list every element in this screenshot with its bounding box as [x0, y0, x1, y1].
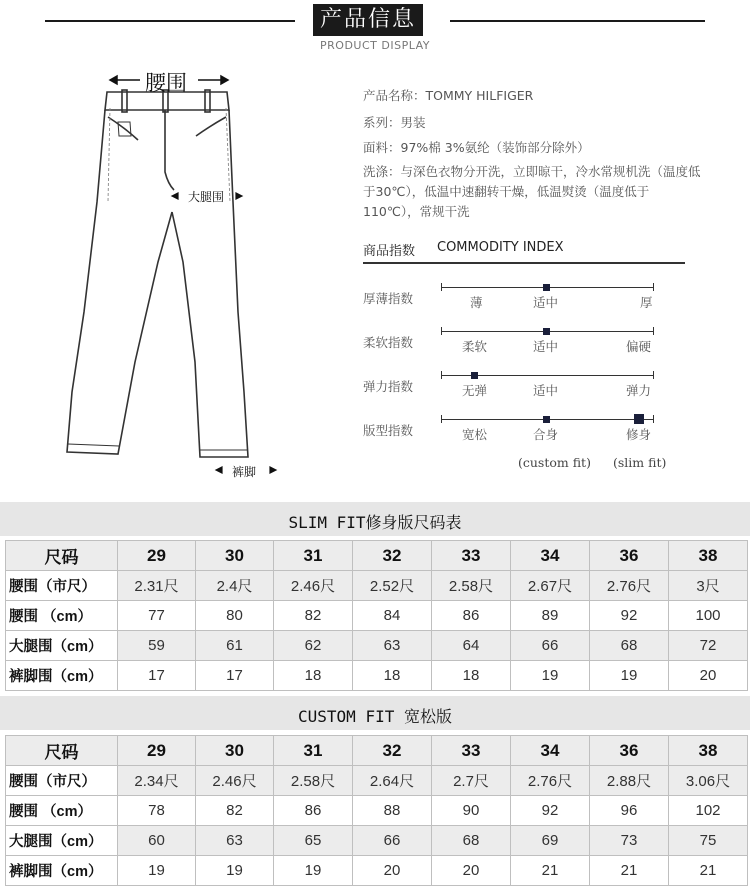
header-cell: 33	[432, 736, 511, 766]
thigh-label: 大腿围	[188, 190, 225, 204]
table-cell: 72	[669, 631, 748, 661]
waist-label: 腰围	[145, 71, 187, 95]
header-cell: 30	[196, 541, 274, 571]
softness-marker	[543, 328, 550, 335]
table-row	[6, 856, 748, 886]
page-title: 产品信息	[313, 4, 423, 36]
index-title-en: COMMODITY INDEX	[437, 240, 564, 255]
note-slim-fit: (slim fit)	[613, 455, 667, 470]
index-divider	[363, 262, 685, 264]
scale-tick	[653, 415, 654, 423]
table-cell: 20	[669, 661, 748, 691]
table-row	[6, 766, 748, 796]
softness-option-medium: 适中	[533, 339, 559, 354]
scale-tick	[441, 283, 442, 291]
header-cell: 34	[511, 736, 590, 766]
table-cell: 77	[118, 601, 196, 631]
elasticity-option-stretch: 弹力	[626, 383, 652, 398]
thickness-option-thick: 厚	[640, 295, 653, 310]
table-cell: 66	[353, 826, 432, 856]
scale-tick	[441, 371, 442, 379]
header-cell: 36	[590, 541, 669, 571]
header-cell: 34	[511, 541, 590, 571]
pants-diagram	[0, 62, 340, 492]
table-cell: 68	[432, 826, 511, 856]
wash-line-1: 洗涤：与深色衣物分开洗，立即晾干，冷水常规机洗（温度低	[363, 164, 701, 179]
table-row	[6, 826, 748, 856]
wash-line-3: 110℃），常规干洗	[363, 204, 470, 219]
header-cell: 29	[118, 736, 196, 766]
pants-drawing	[0, 62, 340, 492]
table-cell: 19	[118, 856, 196, 886]
elasticity-option-medium: 适中	[533, 383, 559, 398]
table-cell: 69	[511, 826, 590, 856]
scale-tick	[441, 415, 442, 423]
table-cell: 20	[353, 856, 432, 886]
table-cell: 2.67尺	[511, 571, 590, 601]
slim-fit-title: SLIM FIT修身版尺码表	[288, 513, 462, 532]
scale-tick	[653, 371, 654, 379]
table-cell: 2.46尺	[196, 766, 274, 796]
table-cell: 63	[353, 631, 432, 661]
header-line-right	[450, 20, 705, 22]
row-label: 大腿围（cm）	[6, 631, 118, 661]
header-size: 尺码	[6, 541, 118, 571]
row-label: 大腿围（cm）	[6, 826, 118, 856]
table-cell: 19	[196, 856, 274, 886]
table-cell: 61	[196, 631, 274, 661]
table-cell: 64	[432, 631, 511, 661]
table-cell: 78	[118, 796, 196, 826]
table-header-row	[6, 736, 748, 766]
header-line-left	[45, 20, 295, 22]
table-cell: 84	[353, 601, 432, 631]
table-cell: 21	[590, 856, 669, 886]
table-cell: 66	[511, 631, 590, 661]
table-cell: 100	[669, 601, 748, 631]
table-cell: 2.76尺	[590, 571, 669, 601]
row-label: 腰围（市尺）	[6, 766, 118, 796]
table-cell: 2.31尺	[118, 571, 196, 601]
fit-option-regular: 合身	[533, 427, 559, 442]
header-size: 尺码	[6, 736, 118, 766]
scale-tick	[653, 283, 654, 291]
header-cell: 29	[118, 541, 196, 571]
product-fabric: 面料：97%棉 3%氨纶（装饰部分除外）	[363, 140, 590, 155]
table-cell: 2.52尺	[353, 571, 432, 601]
table-cell: 2.88尺	[590, 766, 669, 796]
index-label-softness: 柔软指数	[363, 335, 414, 350]
table-cell: 73	[590, 826, 669, 856]
table-cell: 62	[274, 631, 353, 661]
scale-tick	[441, 327, 442, 335]
table-cell: 82	[274, 601, 353, 631]
row-label: 腰围（市尺）	[6, 571, 118, 601]
table-cell: 21	[511, 856, 590, 886]
table-row	[6, 571, 748, 601]
elasticity-option-none: 无弹	[462, 383, 488, 398]
row-label: 腰围 （cm）	[6, 601, 118, 631]
index-label-thickness: 厚薄指数	[363, 291, 414, 306]
fit-option-loose: 宽松	[462, 427, 488, 442]
table-row	[6, 631, 748, 661]
fit-marker-custom	[543, 416, 550, 423]
wash-line-2: 于30℃），低温中速翻转干燥，低温熨烫（温度低于	[363, 184, 650, 199]
table-header-row	[6, 541, 748, 571]
table-cell: 2.4尺	[196, 571, 274, 601]
table-cell: 18	[353, 661, 432, 691]
table-cell: 18	[432, 661, 511, 691]
table-cell: 59	[118, 631, 196, 661]
table-cell: 20	[432, 856, 511, 886]
header-cell: 32	[353, 736, 432, 766]
row-label: 裤脚围（cm）	[6, 856, 118, 886]
thickness-option-thin: 薄	[470, 295, 483, 310]
header-cell: 36	[590, 736, 669, 766]
header-cell: 33	[432, 541, 511, 571]
table-cell: 2.76尺	[511, 766, 590, 796]
thickness-option-medium: 适中	[533, 295, 559, 310]
table-cell: 102	[669, 796, 748, 826]
scale-tick	[653, 327, 654, 335]
table-cell: 88	[353, 796, 432, 826]
header-cell: 32	[353, 541, 432, 571]
custom-fit-title: CUSTOM FIT 宽松版	[298, 707, 452, 726]
table-cell: 2.46尺	[274, 571, 353, 601]
table-cell: 17	[118, 661, 196, 691]
table-cell: 63	[196, 826, 274, 856]
softness-option-soft: 柔软	[462, 339, 488, 354]
table-cell: 86	[274, 796, 353, 826]
index-title-cn: 商品指数	[363, 244, 416, 259]
hem-label: 裤脚	[232, 465, 257, 479]
table-cell: 75	[669, 826, 748, 856]
table-cell: 19	[274, 856, 353, 886]
table-cell: 92	[590, 601, 669, 631]
page-subtitle: PRODUCT DISPLAY	[320, 39, 430, 52]
table-cell: 2.34尺	[118, 766, 196, 796]
table-cell: 68	[590, 631, 669, 661]
table-row	[6, 796, 748, 826]
table-cell: 82	[196, 796, 274, 826]
table-row	[6, 661, 748, 691]
softness-option-stiff: 偏硬	[626, 339, 652, 354]
product-name: 产品名称：TOMMY HILFIGER	[363, 88, 534, 103]
slim-size-table	[5, 540, 748, 691]
product-series: 系列：男装	[363, 115, 426, 130]
table-cell: 89	[511, 601, 590, 631]
table-cell: 60	[118, 826, 196, 856]
row-label: 裤脚围（cm）	[6, 661, 118, 691]
fit-marker-slim	[634, 414, 644, 424]
table-cell: 19	[590, 661, 669, 691]
fit-option-slim: 修身	[626, 427, 652, 442]
table-cell: 90	[432, 796, 511, 826]
header-cell: 38	[669, 736, 748, 766]
table-cell: 3尺	[669, 571, 748, 601]
header-cell: 38	[669, 541, 748, 571]
header-cell: 30	[196, 736, 274, 766]
note-custom-fit: (custom fit)	[518, 455, 591, 470]
header-cell: 31	[274, 541, 353, 571]
table-cell: 21	[669, 856, 748, 886]
row-label: 腰围 （cm）	[6, 796, 118, 826]
table-cell: 19	[511, 661, 590, 691]
table-cell: 2.7尺	[432, 766, 511, 796]
custom-size-table	[5, 735, 748, 886]
table-cell: 96	[590, 796, 669, 826]
table-cell: 65	[274, 826, 353, 856]
table-cell: 80	[196, 601, 274, 631]
table-row	[6, 601, 748, 631]
table-cell: 92	[511, 796, 590, 826]
table-cell: 2.58尺	[432, 571, 511, 601]
thickness-marker	[543, 284, 550, 291]
index-label-elasticity: 弹力指数	[363, 379, 414, 394]
elasticity-marker	[471, 372, 478, 379]
table-cell: 2.58尺	[274, 766, 353, 796]
table-cell: 18	[274, 661, 353, 691]
table-cell: 3.06尺	[669, 766, 748, 796]
table-cell: 86	[432, 601, 511, 631]
table-cell: 2.64尺	[353, 766, 432, 796]
table-cell: 17	[196, 661, 274, 691]
header-cell: 31	[274, 736, 353, 766]
index-label-fit: 版型指数	[363, 423, 414, 438]
